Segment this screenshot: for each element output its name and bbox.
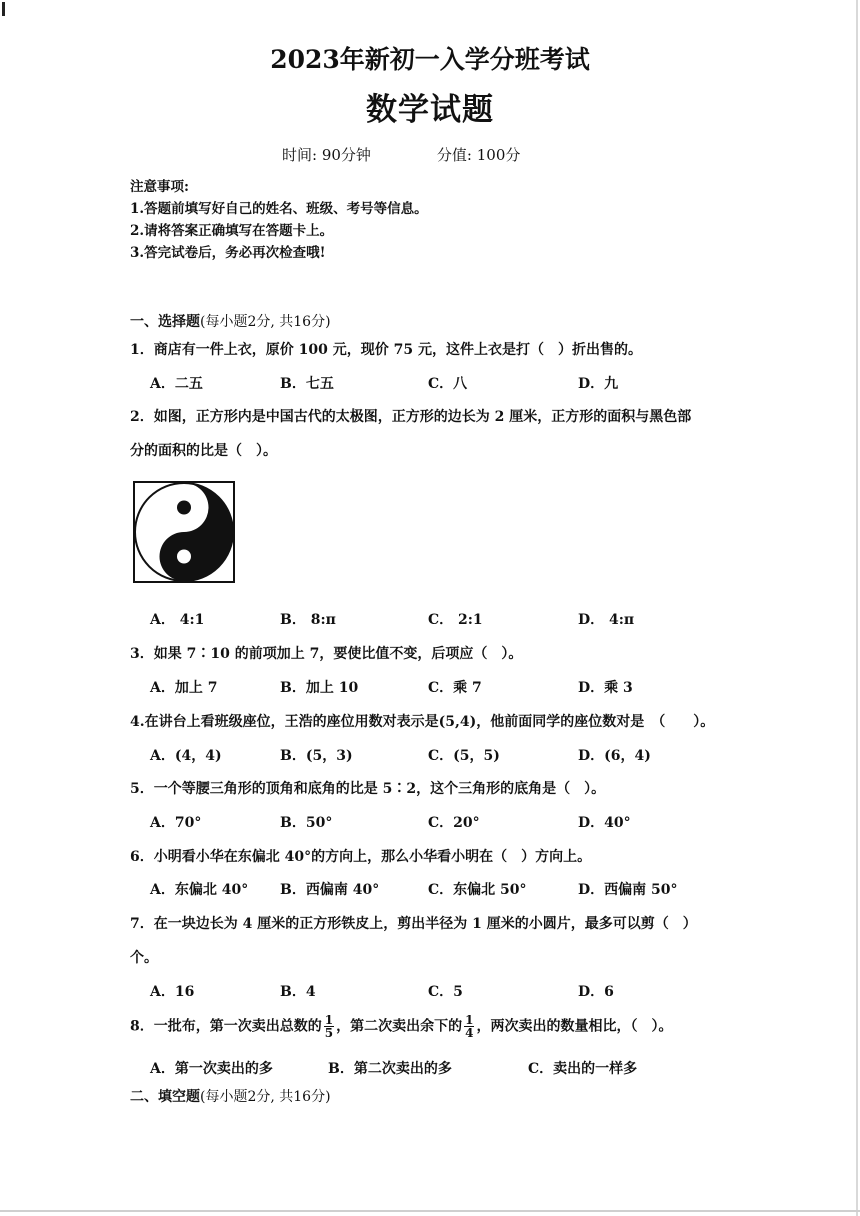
fraction-one-fourth — [464, 1014, 474, 1039]
option-a: A．(4，4) — [150, 748, 222, 764]
exam-meta — [282, 144, 586, 165]
notes-heading: 注意事项: — [130, 179, 189, 195]
option-b: B．七五 — [280, 376, 334, 392]
fraction-numerator: 1 — [465, 1013, 474, 1027]
section-choice-heading — [130, 311, 331, 331]
question-8-part2: ，第二次卖出余下的 — [336, 1018, 463, 1035]
section-note: (每小题2分, 共16分) — [200, 314, 331, 330]
question-8 — [130, 1014, 672, 1039]
taiji-figure — [132, 480, 236, 584]
page-bottom-edge — [0, 1210, 860, 1212]
notes-block — [130, 176, 428, 264]
question-2-line1: 2．如图，正方形内是中国古代的太极图，正方形的边长为 2 厘米，正方形的面积与黑色部 — [130, 409, 692, 425]
option-a: A．第一次卖出的多 — [150, 1061, 273, 1077]
option-b: B．(5，3) — [280, 748, 353, 764]
option-c: C．20° — [428, 815, 480, 831]
option-c: C．卖出的一样多 — [528, 1061, 638, 1077]
question-5: 5．一个等腰三角形的顶角和底角的比是 5∶2，这个三角形的底角是（ ）。 — [130, 781, 606, 797]
exam-subtitle: 数学试题 — [366, 92, 494, 128]
option-c: C．5 — [428, 984, 463, 1000]
option-a: A．二五 — [150, 376, 203, 392]
fraction-denominator: 5 — [324, 1026, 334, 1040]
option-a: A．加上 7 — [150, 680, 218, 696]
option-a: A． 4:1 — [150, 612, 205, 628]
fraction-numerator: 1 — [324, 1013, 334, 1027]
option-b: B．50° — [280, 815, 333, 831]
section-title: 一、选择题 — [130, 314, 200, 330]
fraction-denominator: 4 — [465, 1026, 474, 1040]
option-a: A．东偏北 40° — [150, 882, 249, 898]
option-d: D．40° — [578, 815, 631, 831]
page-right-edge — [856, 0, 858, 1216]
option-a: A．16 — [150, 984, 195, 1000]
question-1: 1．商店有一件上衣，原价 100 元，现价 75 元，这件上衣是打（ ）折出售的。 — [130, 342, 642, 358]
option-d: D．九 — [578, 376, 619, 392]
section-note: (每小题2分, 共16分) — [200, 1089, 331, 1105]
option-d: D．西偏南 50° — [578, 882, 678, 898]
option-b: B． 8:π — [280, 612, 336, 628]
option-a: A．70° — [150, 815, 202, 831]
option-b: B．加上 10 — [280, 680, 359, 696]
option-d: D． 4:π — [578, 612, 635, 628]
option-c: C．八 — [428, 376, 468, 392]
exam-time: 时间: 90分钟 — [282, 146, 371, 164]
question-8-part3: ，两次卖出的数量相比，（ ）。 — [476, 1018, 673, 1035]
option-d: D．6 — [578, 984, 614, 1000]
option-d: D．乘 3 — [578, 680, 633, 696]
question-7-line2: 个。 — [130, 950, 158, 966]
note-item: 3.答完试卷后，务必再次检查哦! — [130, 245, 326, 261]
note-item: 2.请将答案正确填写在答题卡上。 — [130, 223, 334, 239]
question-7-line1: 7．在一块边长为 4 厘米的正方形铁皮上，剪出半径为 1 厘米的小圆片，最多可以剪（ ） — [130, 916, 697, 932]
scan-corner-mark — [2, 2, 5, 16]
question-8-part1: 8．一批布，第一次卖出总数的 — [130, 1018, 322, 1035]
question-6: 6．小明看小华在东偏北 40°的方向上，那么小华看小明在（ ）方向上。 — [130, 849, 592, 865]
option-c: C． 2:1 — [428, 612, 483, 628]
note-item: 1.答题前填写好自己的姓名、班级、考号等信息。 — [130, 201, 428, 217]
option-b: B．4 — [280, 984, 316, 1000]
option-b: B．第二次卖出的多 — [328, 1061, 452, 1077]
exam-score: 分值: 100分 — [436, 146, 521, 164]
option-c: C．东偏北 50° — [428, 882, 527, 898]
question-4: 4.在讲台上看班级座位，王浩的座位用数对表示是(5,4)，他前面同学的座位数对是 （ ）。 — [130, 714, 715, 730]
question-2-line2: 分的面积的比是（ ）。 — [130, 443, 277, 459]
option-c: C．(5，5) — [428, 748, 500, 764]
fraction-one-fifth — [324, 1014, 334, 1039]
section-title: 二、填空题 — [130, 1089, 200, 1105]
question-3: 3．如果 7∶10 的前项加上 7，要使比值不变，后项应（ ）。 — [130, 646, 523, 662]
option-c: C．乘 7 — [428, 680, 482, 696]
exam-title: 2023年新初一入学分班考试 — [270, 45, 590, 74]
option-d: D．(6，4) — [578, 748, 651, 764]
option-b: B．西偏南 40° — [280, 882, 380, 898]
section-fill-heading — [130, 1086, 331, 1106]
